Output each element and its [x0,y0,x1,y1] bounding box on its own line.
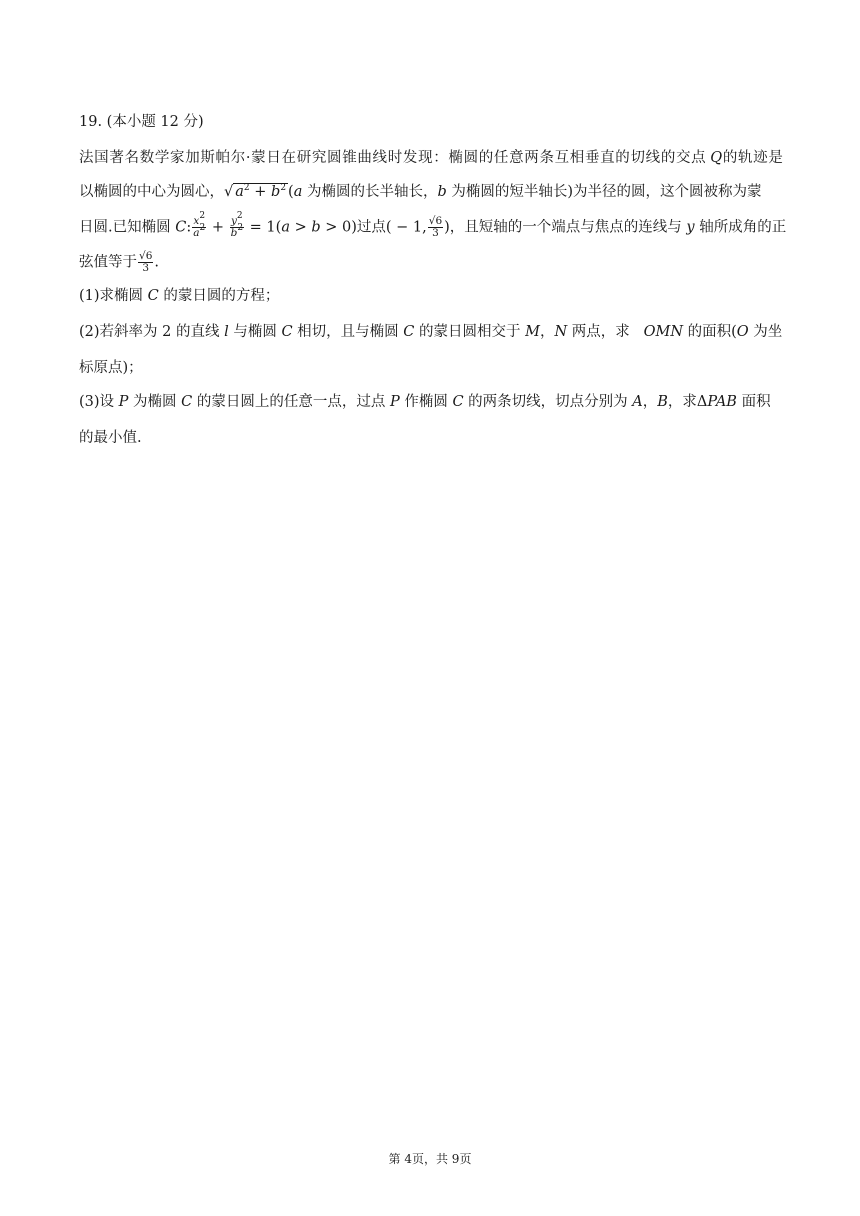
part-1: (1)求椭圆 C 的蒙日圆的方程； [79,288,280,304]
part-3-line-1: (3)设 P 为椭圆 C 的蒙日圆上的任意一点，过点 P 作椭圆 C 的两条切线，切点分别为 A，B，求ΔPAB 面积 [79,394,771,410]
fraction-x2-a2: $\frac{x^2}{a^2}$ [193,211,206,239]
problem-19 [79,112,787,462]
fraction-sqrt6-3-b: $\frac{√6}{3}$ [139,250,153,274]
problem-body-line-3: 日圆.已知椭圆 C: $\frac{x^2}{a^2}$ + $\frac{y^2}{b^2}$ = 1(a > b > 0)过点( − 1, $\frac{√6}{3}$ )，且短轴的一个端点与焦点的连线与 y 轴所成角的正 [79,211,787,239]
part-2-line-2: 标原点)； [79,360,143,376]
fraction-sqrt6-3: $\frac{√6}{3}$ [428,215,443,239]
fraction-y2-b2: $\frac{y^2}{b^2}$ [230,211,244,239]
part-3-line-2: 的最小值. [79,430,142,446]
part-2-line-1: (2)若斜率为 2 的直线 l 与椭圆 C 相切，且与椭圆 C 的蒙日圆相交于 M，N 两点，求 OMN 的面积(O 为坐 [79,324,783,340]
problem-header: 19. (本小题 12 分) [79,114,204,130]
problem-body-line-2: 以椭圆的中心为圆心，√ $a^2 + b^2$ (a 为椭圆的长半轴长，b 为椭圆的短半轴长)为半径的圆，这个圆被称为蒙 [79,183,762,200]
sqrt-a2-b2: √ $a^2 + b^2$ [224,183,287,200]
problem-body-line-4: 弦值等于 $\frac{√6}{3}$ . [79,250,159,274]
problem-body-line-1: 法 国 著 名 数 学 家 加 斯 帕 尔 · 蒙 日 在 研 究 圆 锥 曲 线 时 发 现 ： 椭 圆 的 任 意 两 条 互 相 垂 直 的 切 线 的 交 点 Q 的 轨 迹 是 [79,150,783,166]
page-footer: 第 4页，共 9页 [388,1152,472,1166]
